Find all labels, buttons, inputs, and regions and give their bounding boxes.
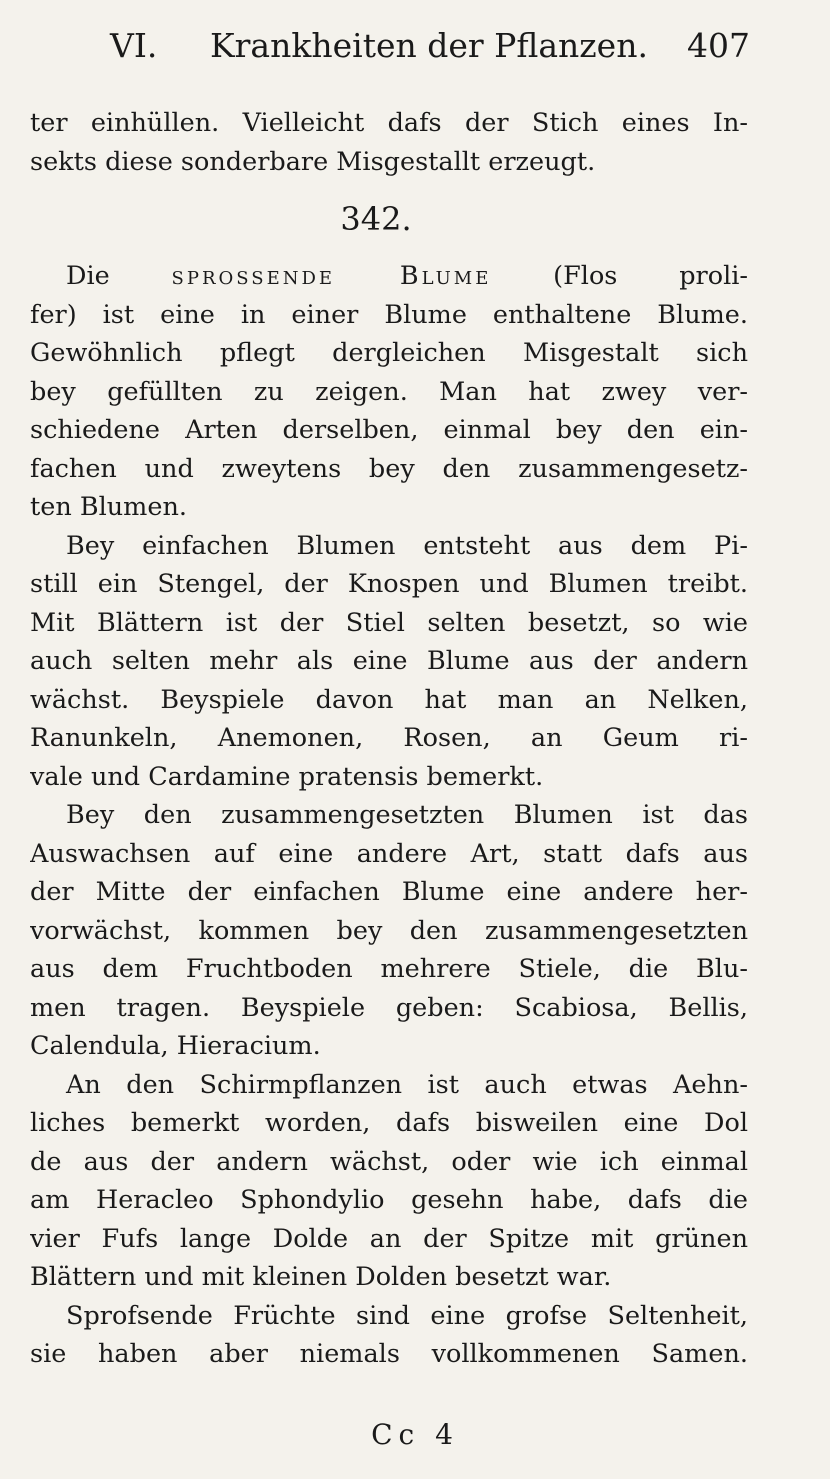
- paragraph-lead-line: [30, 257, 748, 296]
- text-line: auch selten mehr als eine Blume aus der andern: [30, 646, 748, 676]
- text-line: Sprofsende Früchte sind eine grofse Seltenheit,: [66, 1300, 748, 1331]
- chapter-title: Krankheiten der Pflanzen.: [210, 26, 648, 65]
- section-number: 342.: [340, 200, 412, 238]
- text-line: Bey einfachen Blumen entsteht aus dem Pi-: [66, 530, 748, 561]
- page-number: 407: [687, 26, 750, 65]
- lead-latin: (Flos proli-: [553, 261, 748, 291]
- text-line: liches bemerkt worden, dafs bisweilen eine Dol: [30, 1108, 748, 1138]
- text-line: An den Schirmpflanzen ist auch etwas Aehn-: [66, 1069, 748, 1100]
- text-line: Blättern und mit kleinen Dolden besetzt war.: [30, 1262, 612, 1292]
- text-line: sekts diese sonderbare Misgestallt erzeugt.: [30, 146, 596, 177]
- text-line: ter einhüllen. Vielleicht dafs der Stich eines In-: [30, 108, 748, 138]
- term-small-caps: sprossende Blume: [171, 261, 492, 291]
- text-line: vier Fufs lange Dolde an der Spitze mit grünen: [30, 1223, 748, 1254]
- text-line: vorwächst, kommen bey den zusammengesetzten: [30, 915, 748, 946]
- lead-word: Die: [66, 261, 110, 291]
- text-line: fachen und zweytens bey den zusammengesetz-: [30, 453, 748, 484]
- text-line: wächst. Beyspiele davon hat man an Nelken,: [30, 684, 748, 715]
- text-line: vale und Cardamine pratensis bemerkt.: [30, 761, 544, 792]
- text-line: Mit Blättern ist der Stiel selten besetzt, so wie: [30, 607, 748, 638]
- running-header: [110, 26, 750, 76]
- chapter-number: VI.: [110, 26, 158, 65]
- page-body: [30, 104, 748, 1374]
- text-line: am Heracleo Sphondylio gesehn habe, dafs die: [30, 1185, 748, 1215]
- text-line: Gewöhnlich pflegt dergleichen Misgestalt sich: [30, 338, 748, 368]
- text-line: Ranunkeln, Anemonen, Rosen, an Geum ri-: [30, 723, 748, 753]
- text-line: still ein Stengel, der Knospen und Blumen treibt.: [30, 569, 748, 599]
- text-line: aus dem Fruchtboden mehrere Stiele, die Blu-: [30, 954, 748, 984]
- text-line: schiedene Arten derselben, einmal bey den ein-: [30, 415, 748, 445]
- text-line: ten Blumen.: [30, 492, 187, 522]
- text-line: fer) ist eine in einer Blume enthaltene Blume.: [30, 299, 748, 330]
- text-line: bey gefüllten zu zeigen. Man hat zwey ver-: [30, 376, 748, 407]
- signature-mark: Cc 4: [371, 1418, 459, 1451]
- text-line: sie haben aber niemals vollkommenen Samen.: [30, 1339, 748, 1369]
- text-line: men tragen. Beyspiele geben: Scabiosa, Bellis,: [30, 992, 748, 1023]
- text-line: Bey den zusammengesetzten Blumen ist das: [66, 800, 748, 830]
- text-line: Auswachsen auf eine andere Art, statt dafs aus: [30, 838, 748, 869]
- text-line: Calendula, Hieracium.: [30, 1031, 321, 1061]
- text-line: der Mitte der einfachen Blume eine andere her-: [30, 877, 748, 907]
- text-line: de aus der andern wächst, oder wie ich einmal: [30, 1146, 748, 1177]
